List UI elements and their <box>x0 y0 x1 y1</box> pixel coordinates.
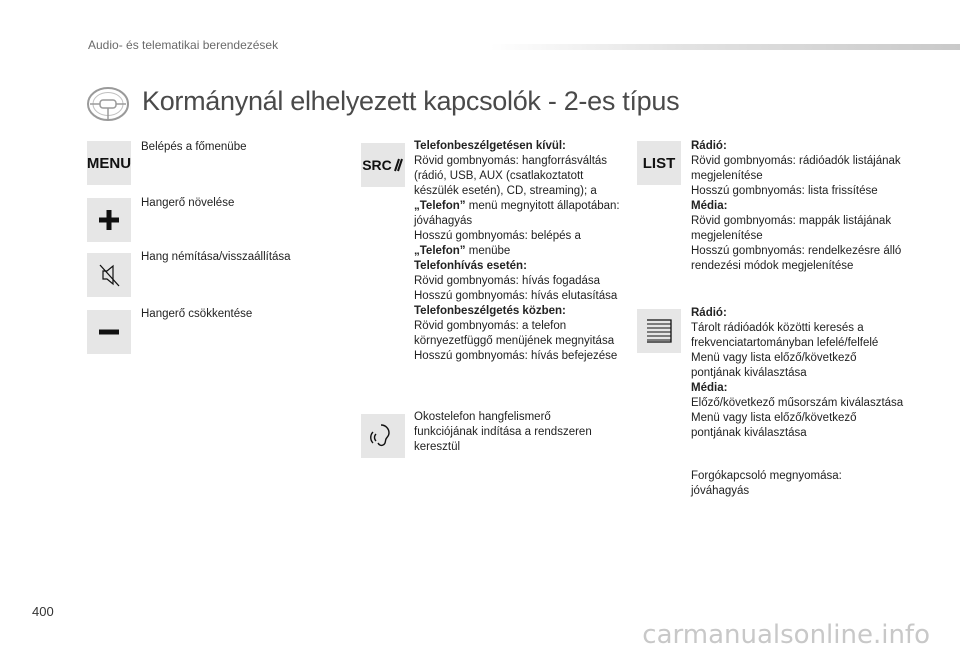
src-text-4: Hosszú gombnyomás: hívás elutasítása <box>414 290 618 302</box>
list-text-4: Hosszú gombnyomás: rendelkezésre álló rendezési módok megjelenítése <box>691 245 902 272</box>
steering-wheel-icon <box>86 86 130 122</box>
wheel-text-3: Előző/következő műsorszám kiválasztása <box>691 397 904 409</box>
mute-label: Hang némítása/visszaállítása <box>141 251 291 263</box>
watermark: carmanualsonline.info <box>642 620 930 650</box>
header-gradient-bar <box>490 44 960 50</box>
list-text-2: Hosszú gombnyomás: lista frissítése <box>691 185 878 197</box>
thumbwheel-press-description: Forgókapcsoló megnyomása: jóváhagyás <box>691 470 842 497</box>
thumbwheel-icon <box>637 309 681 353</box>
src-heading-3: Telefonbeszélgetés közben: <box>414 305 566 317</box>
page-number: 400 <box>32 604 54 619</box>
list-heading-1: Rádió: <box>691 140 727 152</box>
src-text-1b: menü megnyitott állapotában: jóváhagyás <box>414 200 620 227</box>
wheel-text-2: Menü vagy lista előző/következő pontjának kiválasztása <box>691 352 857 379</box>
wheel-text-4: Menü vagy lista előző/következő pontjának kiválasztása <box>691 412 857 439</box>
volume-down-label: Hangerő csökkentése <box>141 308 253 320</box>
page-title: Kormánynál elhelyezett kapcsolók - 2-es típus <box>142 86 680 116</box>
wheel-heading-1: Rádió: <box>691 307 727 319</box>
src-description <box>414 139 624 364</box>
src-heading-2: Telefonhívás esetén: <box>414 260 527 272</box>
mute-icon <box>87 253 131 297</box>
list-heading-2: Média: <box>691 200 728 212</box>
menu-label: Belépés a főmenübe <box>141 141 247 153</box>
src-button-icon <box>361 143 405 187</box>
src-text-3: Rövid gombnyomás: hívás fogadása <box>414 275 601 287</box>
src-text-2-bold: „Telefon” <box>414 245 466 257</box>
src-text-1-bold: „Telefon” <box>414 200 466 212</box>
list-button-icon <box>637 141 681 185</box>
list-icon-text: LIST <box>642 154 676 172</box>
wheel-heading-2: Média: <box>691 382 728 394</box>
voice-description: Okostelefon hangfelismerő funkciójának indítása a rendszeren keresztül <box>414 411 592 453</box>
src-text-1: Rövid gombnyomás: hangforrásváltás (rádió, USB, AUX (csatlakoztatott készülék esetén), CD, streaming); a <box>414 155 608 197</box>
menu-icon-text: MENU <box>86 154 132 172</box>
src-text-2b: menübe <box>468 245 511 257</box>
src-text-5: Rövid gombnyomás: a telefon környezetfüggő menüjének megnyitása <box>414 320 615 347</box>
phone-slash-icon <box>392 157 404 173</box>
list-text-3: Rövid gombnyomás: mappák listájának megjelenítése <box>691 215 892 242</box>
minus-icon <box>87 310 131 354</box>
src-heading-1: Telefonbeszélgetésen kívül: <box>414 140 566 152</box>
section-header: Audio- és telematikai berendezések <box>88 38 279 52</box>
src-text-6: Hosszú gombnyomás: hívás befejezése <box>414 350 618 362</box>
volume-up-label: Hangerő növelése <box>141 197 235 209</box>
wheel-text-1: Tárolt rádióadók közötti keresés a frekvenciatartományban lefelé/felfelé <box>691 322 879 349</box>
list-text-1: Rövid gombnyomás: rádióadók listájának megjelenítése <box>691 155 901 182</box>
menu-button-icon <box>87 141 131 185</box>
voice-command-icon <box>361 414 405 458</box>
thumbwheel-description <box>691 306 906 441</box>
list-description <box>691 139 906 274</box>
src-text-2: Hosszú gombnyomás: belépés a <box>414 230 581 242</box>
plus-icon <box>87 198 131 242</box>
src-icon-text: SRC <box>362 157 392 173</box>
